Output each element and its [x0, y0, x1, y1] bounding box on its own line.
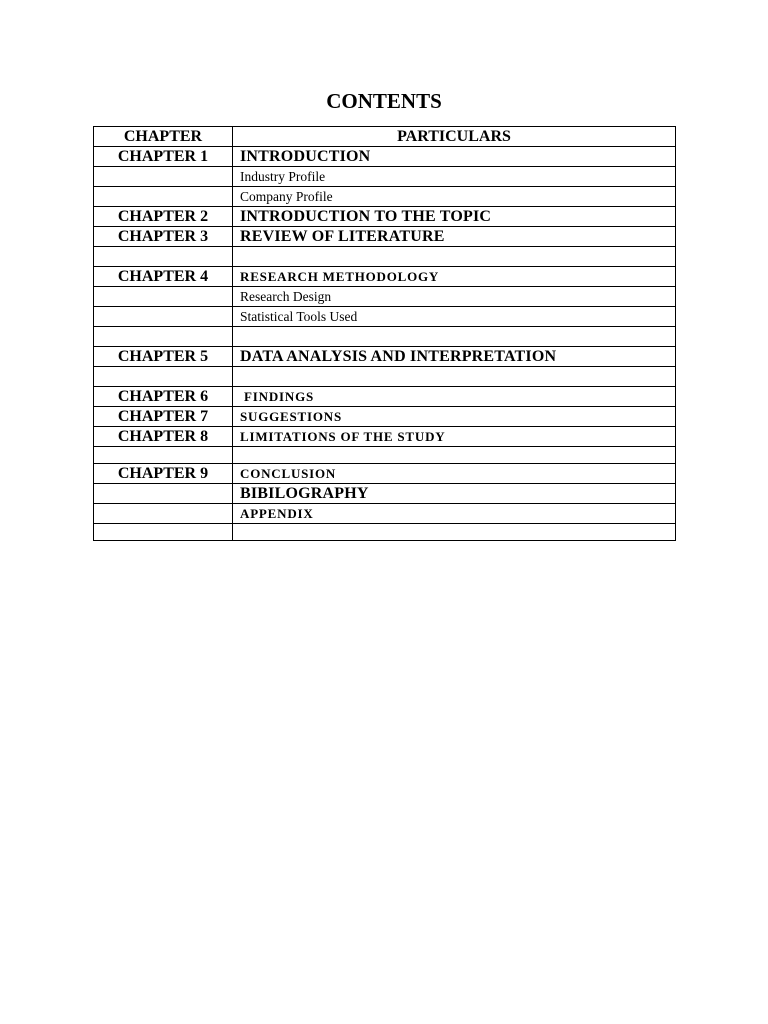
table-row-blank: [94, 327, 676, 347]
chapter-cell: CHAPTER 2: [94, 207, 233, 227]
chapter-cell: [94, 287, 233, 307]
particular-cell: [233, 367, 676, 387]
particular-cell: APPENDIX: [233, 504, 676, 524]
table-row-blank: [94, 247, 676, 267]
chapter-column-header: CHAPTER: [94, 127, 233, 147]
table-row: [94, 504, 676, 524]
table-row: [94, 407, 676, 427]
table-row: [94, 427, 676, 447]
chapter-cell: [94, 327, 233, 347]
chapter-cell: CHAPTER 1: [94, 147, 233, 167]
table-row: [94, 347, 676, 367]
particular-cell: [233, 247, 676, 267]
table-row: [94, 227, 676, 247]
particular-cell: Research Design: [233, 287, 676, 307]
chapter-cell: [94, 524, 233, 541]
contents-table: [93, 126, 676, 541]
table-row: [94, 464, 676, 484]
table-row: [94, 147, 676, 167]
particular-cell: INTRODUCTION TO THE TOPIC: [233, 207, 676, 227]
particular-cell: FINDINGS: [233, 387, 676, 407]
particular-cell: Company Profile: [233, 187, 676, 207]
table-row: [94, 287, 676, 307]
table-row: [94, 484, 676, 504]
particular-cell: SUGGESTIONS: [233, 407, 676, 427]
chapter-cell: [94, 447, 233, 464]
particular-cell: BIBILOGRAPHY: [233, 484, 676, 504]
chapter-cell: CHAPTER 7: [94, 407, 233, 427]
table-row: [94, 187, 676, 207]
chapter-cell: [94, 167, 233, 187]
chapter-cell: [94, 367, 233, 387]
chapter-cell: [94, 247, 233, 267]
particular-cell: [233, 447, 676, 464]
table-row: [94, 167, 676, 187]
particular-cell: Industry Profile: [233, 167, 676, 187]
table-row: [94, 207, 676, 227]
table-header-row: [94, 127, 676, 147]
particular-cell: DATA ANALYSIS AND INTERPRETATION: [233, 347, 676, 367]
particular-cell: CONCLUSION: [233, 464, 676, 484]
table-row: [94, 267, 676, 287]
particular-cell: Statistical Tools Used: [233, 307, 676, 327]
particulars-column-header: PARTICULARS: [233, 127, 676, 147]
particular-cell: [233, 524, 676, 541]
chapter-cell: CHAPTER 6: [94, 387, 233, 407]
particular-cell: RESEARCH METHODOLOGY: [233, 267, 676, 287]
chapter-cell: [94, 504, 233, 524]
particular-cell: LIMITATIONS OF THE STUDY: [233, 427, 676, 447]
table-row-blank: [94, 447, 676, 464]
chapter-cell: CHAPTER 9: [94, 464, 233, 484]
chapter-cell: [94, 187, 233, 207]
particular-cell: REVIEW OF LITERATURE: [233, 227, 676, 247]
particular-cell: INTRODUCTION: [233, 147, 676, 167]
table-row: [94, 387, 676, 407]
chapter-cell: CHAPTER 3: [94, 227, 233, 247]
chapter-cell: CHAPTER 5: [94, 347, 233, 367]
chapter-cell: [94, 484, 233, 504]
table-row: [94, 307, 676, 327]
table-row-blank: [94, 367, 676, 387]
page-title: CONTENTS: [326, 89, 442, 113]
chapter-cell: CHAPTER 4: [94, 267, 233, 287]
chapter-cell: [94, 307, 233, 327]
chapter-cell: CHAPTER 8: [94, 427, 233, 447]
particular-cell: [233, 327, 676, 347]
table-row-blank: [94, 524, 676, 541]
